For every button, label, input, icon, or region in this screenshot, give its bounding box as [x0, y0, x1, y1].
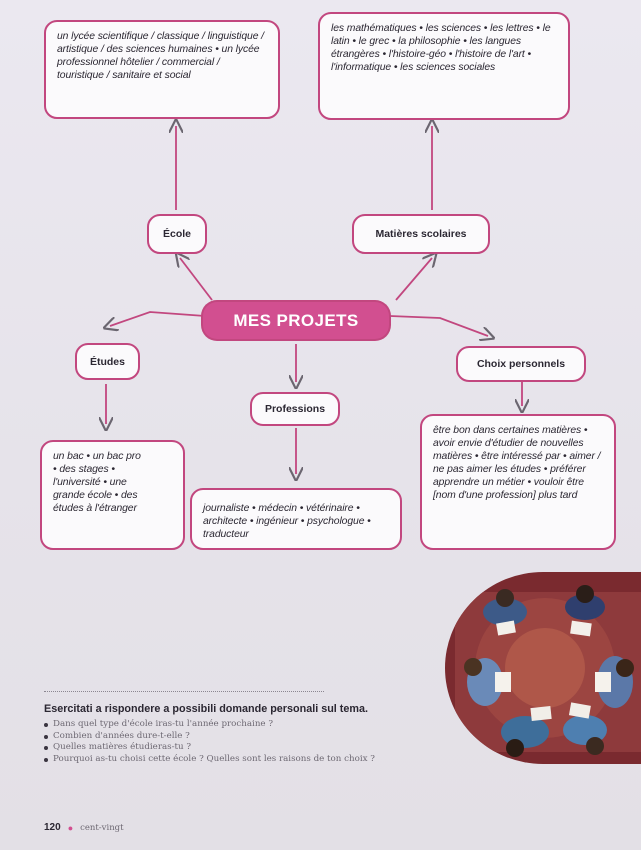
question-item: Combien d'années dure-t-elle ?	[44, 731, 434, 743]
question-item: Dans quel type d'école iras-tu l'année prochaine ?	[44, 719, 434, 731]
etudes-label: Études	[89, 355, 125, 368]
page-number-words: cent-vingt	[80, 822, 124, 833]
ecole-label-box	[147, 214, 207, 254]
matieres-label-box	[352, 214, 490, 254]
question-item: Pourquoi as-tu choisi cette école ? Quelles sont les raisons de ton choix ?	[44, 754, 434, 766]
professions-label-box	[250, 392, 340, 426]
professions-label: Professions	[264, 403, 326, 415]
choix-label-box	[456, 346, 586, 382]
ecole-details: un lycée scientifique / classique / linguistique / artistique / des sciences humaines • un lycée professionnel hôtelier / commercial / touristique / sanitaire et social	[57, 31, 264, 81]
professions-details-box	[190, 488, 402, 550]
ecole-label: École	[162, 228, 191, 240]
professions-details: journaliste • médecin • vétérinaire • architecte • ingénieur • psychologue • traducteur	[203, 503, 371, 540]
matieres-label: Matières scolaires	[375, 228, 467, 240]
etudes-label-box	[75, 343, 140, 380]
mes-projets-center	[203, 302, 389, 339]
choix-label: Choix personnels	[476, 358, 566, 370]
page-number: 120	[44, 822, 61, 833]
center-title: MES PROJETS	[233, 310, 359, 330]
question-list	[44, 719, 434, 765]
connector-center-choix	[390, 316, 488, 336]
exercise-title: Esercitati a rispondere a possibili domande personali sul tema.	[44, 703, 369, 715]
question-item: Quelles matières étudieras-tu ?	[44, 742, 434, 754]
connector-center-ecole	[180, 258, 212, 300]
connector-center-etudes	[110, 312, 205, 326]
etudes-details-box	[40, 440, 185, 550]
choix-details: être bon dans certaines matières • avoir envie d'étudier de nouvelles matières • être intéressé par • aimer / ne pas aimer les études • préférer apprendre un métier • vouloir être [nom d'une profession] plus tard	[433, 425, 601, 501]
footer-bullet-icon: ●	[67, 822, 74, 833]
connector-center-matieres	[396, 258, 432, 300]
etudes-details: un bac • un bac pro • des stages • l'université • une grande école • des études à l'étranger	[53, 451, 141, 514]
students-photo-illustration	[445, 572, 641, 764]
ecole-details-box	[44, 20, 280, 119]
choix-details-box	[420, 414, 616, 550]
matieres-details-box	[318, 12, 570, 120]
exercise-section	[44, 703, 434, 765]
page-footer	[44, 822, 124, 833]
matieres-details: les mathématiques • les sciences • les lettres • le latin • le grec • la philosophie • les langues étrangères • l'histoire-géo • l'histoire de l'art • l'informatique • les sciences sociales	[331, 23, 551, 73]
students-reading-photo	[445, 572, 641, 764]
section-divider	[44, 691, 324, 692]
